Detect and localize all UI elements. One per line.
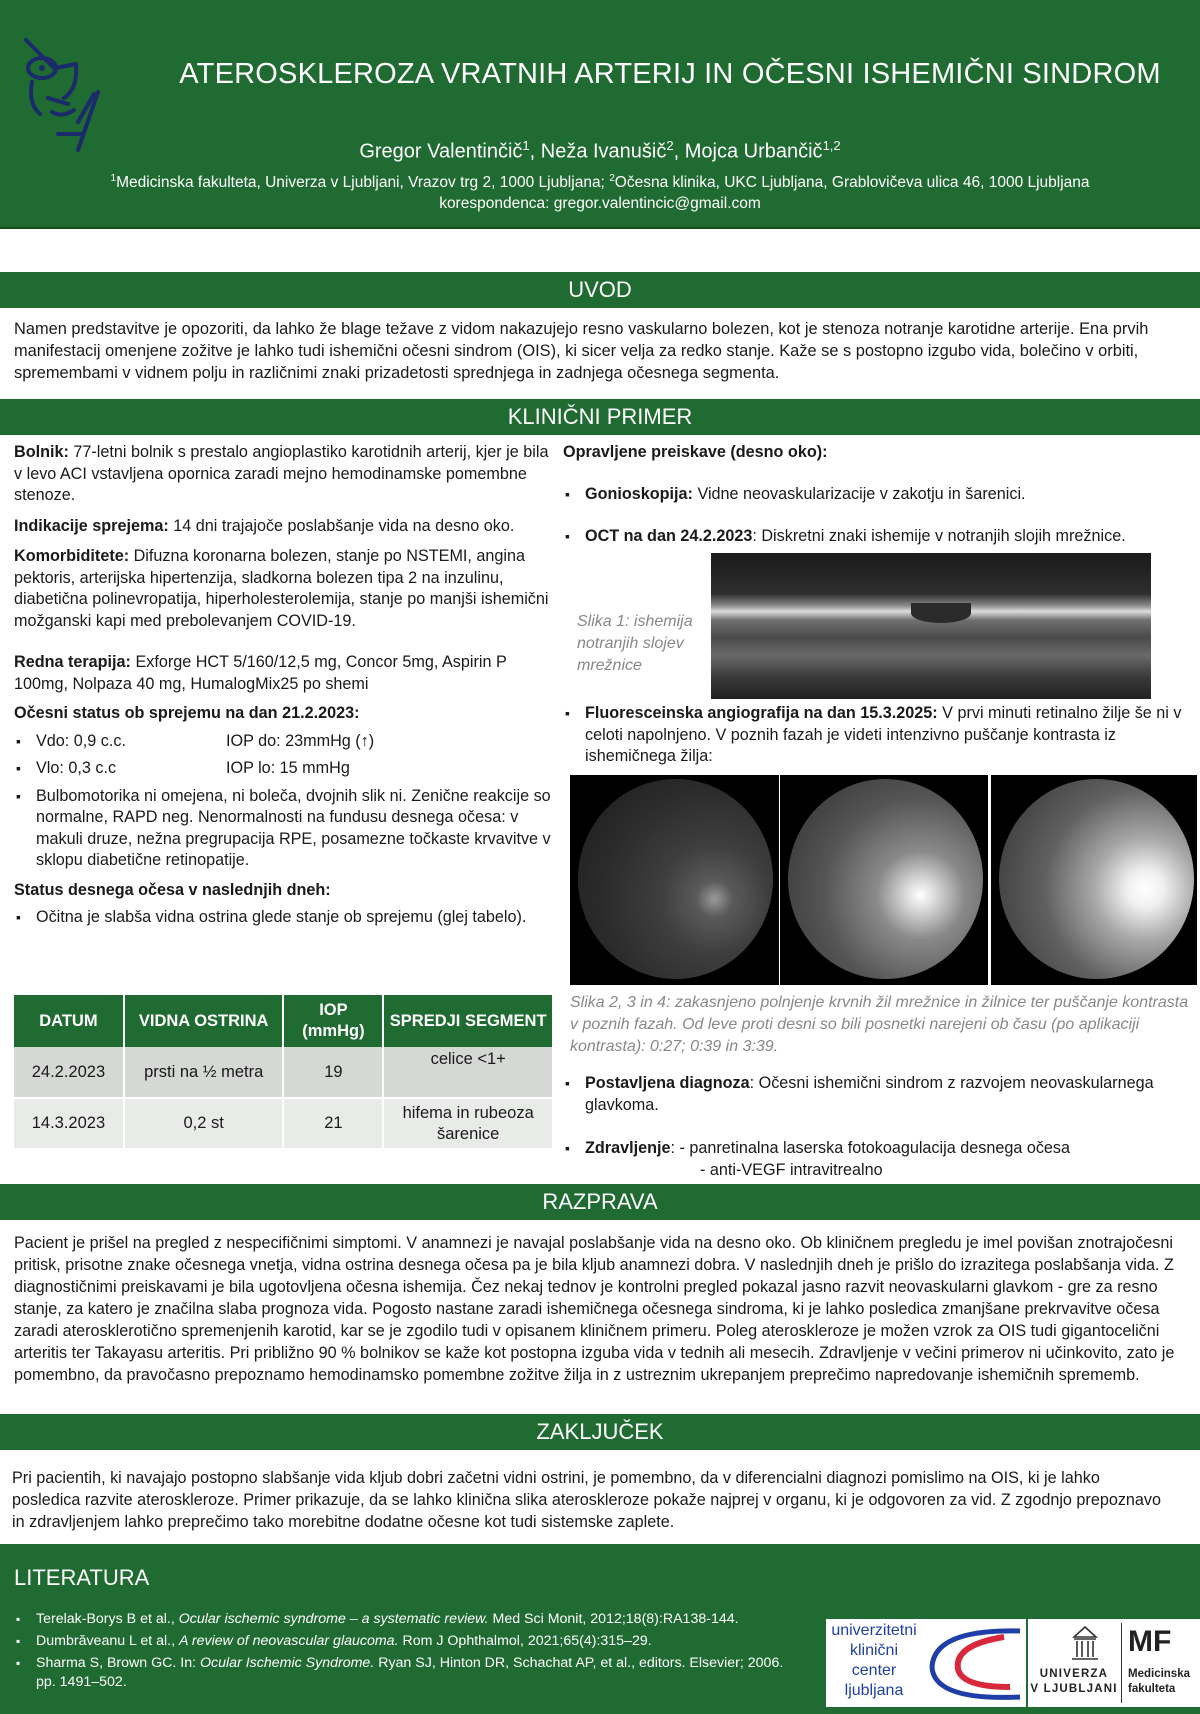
list-item: ▪ Gonioskopija: Vidne neovaskularizacije v zakotju in šarenici. <box>563 484 1193 506</box>
list-item: ▪ Postavljena diagnoza: Očesni ishemični sindrom z razvojem neovaskularnega glavkoma. <box>563 1073 1193 1116</box>
table-cell: hifema in rubeoza šarenice <box>383 1098 553 1149</box>
indikacije-paragraph: Indikacije sprejema: 14 dni trajajoče poslabšanje vida na desno oko. <box>14 516 515 535</box>
oct-scan-image <box>711 553 1151 699</box>
zakljucek-text: Pri pacientih, ki navajajo postopno slabšanje vida kljub dobri začetni vidni ostrini, je pomembno, da v diferencialni diagnozi pomislimo na OIS, ki je lahko posledica razvite ateroskleroze. Primer prikazuje, da se lahko klinična slika ateroskleroze pokaže najprej v organu, ki je odgovoren za vid. Z zgodnjo prepoznavo in zdravljenjem lahko preprečimo tako morebitne dodatne očesne kot tudi sistemske zaplete. <box>12 1469 1162 1531</box>
list-item: ▪ Očitna je slabša vidna ostrina glede stanje ob sprejemu (glej tabelo). <box>14 907 554 929</box>
table-cell: 24.2.2023 <box>14 1047 124 1098</box>
angiography-image-2 <box>780 775 988 985</box>
reference-list <box>14 1610 834 1692</box>
ukc-swoosh-icon <box>924 1623 1024 1703</box>
author-name: Gregor Valentinčič <box>359 140 523 163</box>
university-building-icon <box>1070 1625 1100 1661</box>
affiliations: $^1$Medicinska fakulteta, Univerza v Ljubljani, Vrazov trg 2, 1000 Ljubljana; $^2$Očesna klinika, UKC Ljubljana, Grablovičeva ulica 46, 1000 Ljubljana korespondenca: gregor.valentincic@gmail.com <box>110 173 1090 213</box>
poster-title: ATEROSKLEROZA VRATNIH ARTERIJ IN OČESNI ISHEMIČNI SINDROM <box>179 58 1161 90</box>
ul-mf-logo: UNIVERZA V LJUBLJANI MF Medicinska fakulteta <box>1028 1619 1200 1707</box>
komorbiditete-paragraph: Komorbiditete: Difuzna koronarna bolezen, stanje po NSTEMI, angina pektoris, arterijska hipertenzija, sladkorna bolezen tipa 2 na inzulinu, diabetična polinevropatija, hiperholesterolemija, stanje po manjši ishemični možganski kapi med prebolevanjem COVID-19. <box>14 547 549 630</box>
left-column <box>14 442 554 929</box>
table-cell: prsti na ½ metra <box>124 1047 284 1098</box>
list-item: ▪ Bulbomotorika ni omejena, ni boleča, dvojnih slik ni. Zenične reakcije so normalne, RAPD neg. Nenormalnosti na fundusu desnega očesa: v makuli druze, nežna pregrupacija RPE, posamezne točkaste krvavitve v sklopu diabetične retinopatije. <box>14 786 554 872</box>
eye-status-list <box>14 731 554 872</box>
right-column <box>563 442 1193 548</box>
list-item: ▪ Vdo: 0,9 c.c. IOP do: 23mmHg (↑) <box>14 731 554 753</box>
list-item: ▪ Terelak-Borys B et al., Ocular ischemic syndrome – a systematic review. Med Sci Monit, 2012;18(8):RA138-144. <box>14 1610 834 1629</box>
list-item: ▪ Zdravljenje: - panretinalna laserska fotokoagulacija desnega očesa - anti-VEGF intravitrealno <box>563 1138 1193 1181</box>
list-item: ▪ Fluoresceinska angiografija na dan 15.3.2025: V prvi minuti retinalno žilje še ni v celoti napolnjeno. V poznih fazah je videti intenzivno puščanje kontrasta iz ishemičnega žilja: <box>563 703 1193 768</box>
table-cell: 21 <box>283 1098 383 1149</box>
list-item: ▪ OCT na dan 24.2.2023: Diskretni znaki ishemije v notranjih slojih mrežnice. <box>563 526 1193 548</box>
razprava-text: Pacient je prišel na pregled z nespecifičnimi simptomi. V anamnezi je navajal poslabšanje vida na desno oko. Ob kliničnem pregledu je imel povišan znotrajočesni pritisk, prisotne znake očesnega vnetja, vidna ostrina desnega očesa pa je bila kljub anamnezi dobra. V naslednjih dneh je prišlo do izrazitega poslabšanja vida. Z diagnostičnimi preiskavami je bila ugotovljena očesna ishemija. Čez nekaj tednov je kontrolni pregled pokazal jasno razvit neovaskularni glavkom - gre za resno stanje, za katero je značilna slaba prognoza vida. Pogosto nastane zaradi ishemičnega očesnega sindroma, ki je lahko posledica zmanjšane prekrvavitve očesa zaradi aterosklerotično spremenjenih karotid, kar se je zgodilo tudi v opisanem kliničnem primeru. Poleg ateroskleroze je možen vzrok za OIS tudi gigantocelični arteritis ter Takayasu arteritis. Pri približno 90 % bolnikov se kaže kot postopna izguba vida v tednih ali mesecih. Zdravljenje v večini primerov ni učinkovito, zato je pomembno, da pravočasno prepoznamo hemodinamsko pomembne zožitve žilja in z ustreznim ukrepanjem preprečimo napredovanje ishemičnih sprememb. <box>14 1234 1175 1384</box>
table-header-row <box>14 995 553 1047</box>
table-cell: 19 <box>283 1047 383 1098</box>
bolnik-paragraph: Bolnik: 77-letni bolnik s prestalo angioplastiko karotidnih arterij, kjer je bila v levo ACI vstavljena opornica zaradi mejno hemodinamske pomembne stenoze. <box>14 443 549 504</box>
list-item: ▪ Vlo: 0,3 c.c IOP lo: 15 mmHg <box>14 758 554 780</box>
author-list: Gregor Valentinčič$^1$, Neža Ivanušič$^2$, Mojca Urbančič$^{1,2}$ <box>359 138 841 163</box>
fa-block <box>563 703 1193 768</box>
face-logo-icon <box>18 34 118 152</box>
section-heading-zakljucek: ZAKLJUČEK <box>0 1414 1200 1450</box>
diagnosis-block <box>563 1073 1193 1181</box>
table-row <box>14 1047 553 1098</box>
table-row <box>14 1098 553 1149</box>
terapija-paragraph: Redna terapija: Exforge HCT 5/160/12,5 mg, Concor 5mg, Aspirin P 100mg, Nolpaza 40 mg, HumalogMix25 po shemi <box>14 653 507 693</box>
section-heading-primer: KLINIČNI PRIMER <box>0 399 1200 435</box>
uvod-text: Namen predstavitve je opozoriti, da lahko že blage težave z vidom nakazujejo resno vaskularno bolezen, kot je stenoza notranje karotidne arterije. Ena prvih manifestacij omenjene zožitve je lahko tudi ishemični očesni sindrom (OIS), ki sicer velja za redko stanje. Kaže se s postopno izgubo vida, bolečino v orbiti, spremembami v vidnem polju in različnimi znaki prizadetosti sprednjega in zadnjega očesnega segmenta. <box>14 320 1149 382</box>
affiliation-1: Medicinska fakulteta, Univerza v Ljubljani, Vrazov trg 2, 1000 Ljubljana; <box>116 174 605 192</box>
status-table <box>14 995 554 1150</box>
section-heading-literatura: LITERATURA <box>14 1565 150 1590</box>
author-name: Neža Ivanušič <box>540 140 667 163</box>
table-header: IOP (mmHg) <box>283 995 383 1047</box>
status2-list <box>14 907 554 929</box>
figure-caption-1: Slika 1: ishemija notranjih slojev mrežnice <box>577 613 693 674</box>
table-header: VIDNA OSTRINA <box>124 995 284 1047</box>
preiskave-list <box>563 484 1193 548</box>
table-header: SPREDJI SEGMENT <box>383 995 553 1047</box>
author-name: Mojca Urbančič <box>684 140 823 163</box>
status-heading: Očesni status ob sprejemu na dan 21.2.2023: <box>14 704 360 722</box>
table-header: DATUM <box>14 995 124 1047</box>
contact-email: korespondenca: gregor.valentincic@gmail.com <box>439 195 761 213</box>
status2-heading: Status desnega očesa v naslednjih dneh: <box>14 880 331 899</box>
angiography-image-3 <box>991 775 1197 985</box>
section-heading-uvod: UVOD <box>0 272 1200 308</box>
list-item: ▪ Sharma S, Brown GC. In: Ocular Ischemic Syndrome. Ryan SJ, Hinton DR, Schachat AP, et al., editors. Elsevier; 2006. pp. 1491–502. <box>14 1654 794 1692</box>
preiskave-heading: Opravljene preiskave (desno oko): <box>563 443 828 461</box>
table-cell: celice <1+ <box>383 1047 553 1098</box>
table-cell: 14.3.2023 <box>14 1098 124 1149</box>
affiliation-2: Očesna klinika, UKC Ljubljana, Grablovičeva ulica 46, 1000 Ljubljana <box>614 174 1090 192</box>
table-cell: 0,2 st <box>124 1098 284 1149</box>
poster-header <box>0 0 1200 229</box>
figure-caption-2: Slika 2, 3 in 4: zakasnjeno polnjenje krvnih žil mrežnice in žilnice ter puščanje kontrasta v poznih fazah. Od leve proti desni so bili posnetki narejeni ob času (po aplikaciji kontrasta): 0:27; 0:39 in 3:39. <box>570 994 1189 1055</box>
ukc-logo: univerzitetni klinični center ljubljana <box>826 1619 1026 1707</box>
angiography-image-1 <box>570 775 779 985</box>
list-item: ▪ Dumbrăveanu L et al., A review of neovascular glaucoma. Rom J Ophthalmol, 2021;65(4):315–29. <box>14 1632 834 1651</box>
section-heading-razprava: RAZPRAVA <box>0 1184 1200 1220</box>
mf-mark: MF <box>1128 1625 1172 1658</box>
